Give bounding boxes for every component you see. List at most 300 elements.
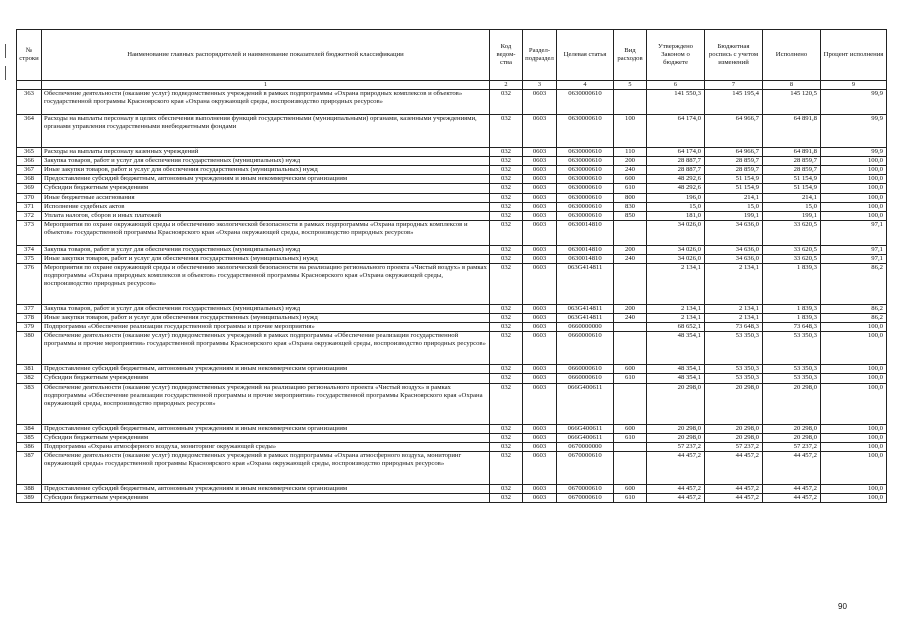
- approved-amount-cell: 44 457,2: [647, 451, 705, 484]
- approved-amount-cell: 64 174,0: [647, 115, 705, 148]
- percent-cell: 100,0: [821, 157, 887, 166]
- percent-cell: 99,9: [821, 148, 887, 157]
- row-name-cell: Субсидии бюджетным учреждениям: [42, 493, 490, 502]
- expense-type-cell: 610: [614, 184, 647, 193]
- table-row: [17, 245, 887, 254]
- row-name-cell: Предоставление субсидий бюджетным, автономным учреждениям и иным некоммерческим организациям: [42, 175, 490, 184]
- row-name-cell: Обеспечение деятельности (оказание услуг) подведомственных учреждений в рамках подпрограммы «Охрана природных комплексов и объектов» государственной программы Красноярского края «Охрана окружающей среды, воспроизводство природных ресурсов»: [42, 90, 490, 115]
- table-row: [17, 211, 887, 220]
- expense-type-cell: 600: [614, 424, 647, 433]
- executed-amount-cell: 20 298,0: [763, 433, 821, 442]
- percent-cell: 100,0: [821, 202, 887, 211]
- executed-amount-cell: 64 891,8: [763, 115, 821, 148]
- row-number-cell: 379: [17, 323, 42, 332]
- target-article-cell: 0670000610: [557, 451, 614, 484]
- row-name-cell: Мероприятия по охране окружающей среды и обеспечению экологической безопасности на реализацию регионального проекта «Чистый воздух» в рамках подпрограммы «Охрана природных комплексов и объектов» государственной программы Красноярского края «Охрана окружающей среды, воспроизводство природных ресурсов»: [42, 264, 490, 305]
- section-cell: 0603: [523, 115, 557, 148]
- approved-amount-cell: 48 292,6: [647, 175, 705, 184]
- budget-list-amount-cell: 15,0: [705, 202, 763, 211]
- percent-cell: 100,0: [821, 451, 887, 484]
- row-name-cell: Предоставление субсидий бюджетным, автономным учреждениям и иным некоммерческим организациям: [42, 484, 490, 493]
- executed-amount-cell: 44 457,2: [763, 493, 821, 502]
- table-row: [17, 484, 887, 493]
- header-executed: Исполнено: [763, 30, 821, 81]
- executed-amount-cell: 53 350,3: [763, 365, 821, 374]
- expense-type-cell: 240: [614, 254, 647, 263]
- section-cell: 0603: [523, 493, 557, 502]
- approved-amount-cell: 28 887,7: [647, 166, 705, 175]
- section-cell: 0603: [523, 254, 557, 263]
- section-cell: 0603: [523, 442, 557, 451]
- row-number-cell: 372: [17, 211, 42, 220]
- executed-amount-cell: 1 839,3: [763, 264, 821, 305]
- approved-amount-cell: 44 457,2: [647, 493, 705, 502]
- admin-code-cell: 032: [490, 184, 523, 193]
- approved-amount-cell: 44 457,2: [647, 484, 705, 493]
- table-row: [17, 323, 887, 332]
- section-cell: 0603: [523, 305, 557, 314]
- approved-amount-cell: 20 298,0: [647, 424, 705, 433]
- table-row: [17, 157, 887, 166]
- percent-cell: 86,2: [821, 305, 887, 314]
- approved-amount-cell: 20 298,0: [647, 383, 705, 424]
- budget-list-amount-cell: 2 134,1: [705, 314, 763, 323]
- row-number-cell: 382: [17, 374, 42, 383]
- section-cell: 0603: [523, 332, 557, 365]
- header-budget-list: Бюджетная роспись с учетом изменений: [705, 30, 763, 81]
- row-number-cell: 385: [17, 433, 42, 442]
- admin-code-cell: 032: [490, 220, 523, 245]
- target-article-cell: 0630000610: [557, 193, 614, 202]
- percent-cell: 97,1: [821, 220, 887, 245]
- expense-type-cell: 110: [614, 148, 647, 157]
- target-article-cell: 063G414811: [557, 314, 614, 323]
- expense-type-cell: [614, 332, 647, 365]
- header-row-number: № строки: [17, 30, 42, 81]
- target-article-cell: 0630000610: [557, 148, 614, 157]
- row-number-cell: 365: [17, 148, 42, 157]
- section-cell: 0603: [523, 148, 557, 157]
- executed-amount-cell: 1 839,3: [763, 314, 821, 323]
- target-article-cell: 0630000610: [557, 157, 614, 166]
- executed-amount-cell: 20 298,0: [763, 383, 821, 424]
- approved-amount-cell: 64 174,0: [647, 148, 705, 157]
- percent-cell: 100,0: [821, 424, 887, 433]
- target-article-cell: 063G414811: [557, 305, 614, 314]
- target-article-cell: 0660000610: [557, 374, 614, 383]
- percent-cell: 97,1: [821, 245, 887, 254]
- row-name-cell: Предоставление субсидий бюджетным, автономным учреждениям и иным некоммерческим организациям: [42, 365, 490, 374]
- target-article-cell: 0630014810: [557, 220, 614, 245]
- table-body: [17, 90, 887, 503]
- admin-code-cell: 032: [490, 305, 523, 314]
- executed-amount-cell: 53 350,3: [763, 332, 821, 365]
- budget-list-amount-cell: 20 298,0: [705, 424, 763, 433]
- row-number-cell: 377: [17, 305, 42, 314]
- admin-code-cell: 032: [490, 424, 523, 433]
- expense-type-cell: 200: [614, 305, 647, 314]
- budget-list-amount-cell: 44 457,2: [705, 451, 763, 484]
- row-name-cell: Иные закупки товаров, работ и услуг для обеспечения государственных (муниципальных) нужд: [42, 166, 490, 175]
- row-name-cell: Обеспечение деятельности (оказание услуг) подведомственных учреждений на реализацию регионального проекта «Чистый воздух» в рамках подпрограммы «Обеспечение реализации государственной программы и прочие мероприятия» государственной программы Красноярского края «Охрана окружающей среды, воспроизводство природных ресурсов»: [42, 383, 490, 424]
- table-row: [17, 90, 887, 115]
- executed-amount-cell: 15,0: [763, 202, 821, 211]
- section-cell: 0603: [523, 374, 557, 383]
- column-number: 3: [523, 81, 557, 90]
- row-name-cell: Иные закупки товаров, работ и услуг для обеспечения государственных (муниципальных) нужд: [42, 254, 490, 263]
- approved-amount-cell: 48 354,1: [647, 365, 705, 374]
- target-article-cell: 066G400611: [557, 424, 614, 433]
- approved-amount-cell: 57 237,2: [647, 442, 705, 451]
- target-article-cell: 0630000610: [557, 175, 614, 184]
- margin-mark: [5, 66, 6, 80]
- expense-type-cell: 800: [614, 193, 647, 202]
- budget-list-amount-cell: 199,1: [705, 211, 763, 220]
- executed-amount-cell: 214,1: [763, 193, 821, 202]
- executed-amount-cell: 20 298,0: [763, 424, 821, 433]
- target-article-cell: 0630000610: [557, 166, 614, 175]
- admin-code-cell: 032: [490, 451, 523, 484]
- expense-type-cell: 240: [614, 314, 647, 323]
- table-row: [17, 383, 887, 424]
- percent-cell: 100,0: [821, 365, 887, 374]
- section-cell: 0603: [523, 245, 557, 254]
- expense-type-cell: 200: [614, 157, 647, 166]
- budget-list-amount-cell: 20 298,0: [705, 383, 763, 424]
- section-cell: 0603: [523, 157, 557, 166]
- table-row: [17, 184, 887, 193]
- admin-code-cell: 032: [490, 157, 523, 166]
- row-name-cell: Исполнение судебных актов: [42, 202, 490, 211]
- executed-amount-cell: 53 350,3: [763, 374, 821, 383]
- row-number-cell: 384: [17, 424, 42, 433]
- column-number: 1: [42, 81, 490, 90]
- admin-code-cell: 032: [490, 175, 523, 184]
- target-article-cell: 0670000610: [557, 493, 614, 502]
- row-name-cell: Предоставление субсидий бюджетным, автономным учреждениям и иным некоммерческим организациям: [42, 424, 490, 433]
- executed-amount-cell: 33 620,5: [763, 220, 821, 245]
- column-number: [17, 81, 42, 90]
- row-number-cell: 388: [17, 484, 42, 493]
- section-cell: 0603: [523, 433, 557, 442]
- expense-type-cell: 610: [614, 374, 647, 383]
- executed-amount-cell: 51 154,9: [763, 175, 821, 184]
- expense-type-cell: 850: [614, 211, 647, 220]
- percent-cell: 100,0: [821, 383, 887, 424]
- section-cell: 0603: [523, 90, 557, 115]
- percent-cell: 100,0: [821, 332, 887, 365]
- budget-list-amount-cell: 28 859,7: [705, 166, 763, 175]
- expense-type-cell: 600: [614, 484, 647, 493]
- section-cell: 0603: [523, 484, 557, 493]
- section-cell: 0603: [523, 166, 557, 175]
- admin-code-cell: 032: [490, 202, 523, 211]
- percent-cell: 100,0: [821, 493, 887, 502]
- percent-cell: 99,9: [821, 115, 887, 148]
- section-cell: 0603: [523, 424, 557, 433]
- budget-list-amount-cell: 51 154,9: [705, 184, 763, 193]
- budget-list-amount-cell: 53 350,3: [705, 365, 763, 374]
- target-article-cell: 0670000000: [557, 442, 614, 451]
- expense-type-cell: [614, 220, 647, 245]
- budget-list-amount-cell: 73 648,3: [705, 323, 763, 332]
- admin-code-cell: 032: [490, 115, 523, 148]
- expense-type-cell: [614, 442, 647, 451]
- section-cell: 0603: [523, 383, 557, 424]
- section-cell: 0603: [523, 193, 557, 202]
- row-name-cell: Субсидии бюджетным учреждениям: [42, 184, 490, 193]
- row-number-cell: 386: [17, 442, 42, 451]
- expense-type-cell: [614, 451, 647, 484]
- target-article-cell: 0630014810: [557, 245, 614, 254]
- admin-code-cell: 032: [490, 365, 523, 374]
- budget-list-amount-cell: 2 134,1: [705, 305, 763, 314]
- column-number: 9: [821, 81, 887, 90]
- percent-cell: 100,0: [821, 484, 887, 493]
- target-article-cell: 0660000000: [557, 323, 614, 332]
- row-name-cell: Иные закупки товаров, работ и услуг для обеспечения государственных (муниципальных) нужд: [42, 314, 490, 323]
- row-number-cell: 367: [17, 166, 42, 175]
- approved-amount-cell: 181,0: [647, 211, 705, 220]
- header-name: Наименование главных распорядителей и наименование показателей бюджетной классификации: [42, 30, 490, 81]
- admin-code-cell: 032: [490, 374, 523, 383]
- executed-amount-cell: 44 457,2: [763, 451, 821, 484]
- section-cell: 0603: [523, 323, 557, 332]
- row-number-cell: 383: [17, 383, 42, 424]
- percent-cell: 100,0: [821, 374, 887, 383]
- column-number: 5: [614, 81, 647, 90]
- admin-code-cell: 032: [490, 323, 523, 332]
- approved-amount-cell: 2 134,1: [647, 264, 705, 305]
- section-cell: 0603: [523, 264, 557, 305]
- row-name-cell: Закупка товаров, работ и услуг для обеспечения государственных (муниципальных) нужд: [42, 245, 490, 254]
- budget-list-amount-cell: 214,1: [705, 193, 763, 202]
- header-target-article: Целевая статья: [557, 30, 614, 81]
- row-name-cell: Субсидии бюджетным учреждениям: [42, 433, 490, 442]
- column-number: 8: [763, 81, 821, 90]
- percent-cell: 86,2: [821, 314, 887, 323]
- row-number-cell: 368: [17, 175, 42, 184]
- admin-code-cell: 032: [490, 254, 523, 263]
- section-cell: 0603: [523, 175, 557, 184]
- percent-cell: 86,2: [821, 264, 887, 305]
- margin-mark: [5, 44, 6, 58]
- admin-code-cell: 032: [490, 166, 523, 175]
- budget-list-amount-cell: 145 195,4: [705, 90, 763, 115]
- target-article-cell: 0660000610: [557, 332, 614, 365]
- expense-type-cell: 610: [614, 433, 647, 442]
- table-row: [17, 175, 887, 184]
- row-name-cell: Иные бюджетные ассигнования: [42, 193, 490, 202]
- executed-amount-cell: 28 859,7: [763, 166, 821, 175]
- target-article-cell: 066G400611: [557, 433, 614, 442]
- budget-list-amount-cell: 2 134,1: [705, 264, 763, 305]
- row-number-cell: 380: [17, 332, 42, 365]
- target-article-cell: 066G400611: [557, 383, 614, 424]
- admin-code-cell: 032: [490, 264, 523, 305]
- table-row: [17, 115, 887, 148]
- budget-list-amount-cell: 53 350,3: [705, 374, 763, 383]
- admin-code-cell: 032: [490, 493, 523, 502]
- admin-code-cell: 032: [490, 332, 523, 365]
- admin-code-cell: 032: [490, 383, 523, 424]
- table-row: [17, 332, 887, 365]
- table-header-row: [17, 30, 887, 81]
- table-row: [17, 493, 887, 502]
- percent-cell: 100,0: [821, 442, 887, 451]
- table-row: [17, 374, 887, 383]
- header-percent: Процент исполнения: [821, 30, 887, 81]
- admin-code-cell: 032: [490, 193, 523, 202]
- approved-amount-cell: 15,0: [647, 202, 705, 211]
- approved-amount-cell: 28 887,7: [647, 157, 705, 166]
- row-number-cell: 370: [17, 193, 42, 202]
- row-name-cell: Мероприятия по охране окружающей среды и обеспечению экологической безопасности в рамках подпрограммы «Охрана природных комплексов и объектов» государственной программы Красноярского края «Охрана окружающей среды, воспроизводство природных ресурсов»: [42, 220, 490, 245]
- expense-type-cell: [614, 264, 647, 305]
- budget-list-amount-cell: 64 966,7: [705, 115, 763, 148]
- column-number: 6: [647, 81, 705, 90]
- approved-amount-cell: 48 354,1: [647, 374, 705, 383]
- row-name-cell: Закупка товаров, работ и услуг для обеспечения государственных (муниципальных) нужд: [42, 157, 490, 166]
- table-row: [17, 193, 887, 202]
- header-approved: Утверждено Законом о бюджете: [647, 30, 705, 81]
- executed-amount-cell: 145 120,5: [763, 90, 821, 115]
- admin-code-cell: 032: [490, 148, 523, 157]
- header-expense-type: Вид расходов: [614, 30, 647, 81]
- row-number-cell: 373: [17, 220, 42, 245]
- table-row: [17, 264, 887, 305]
- row-name-cell: Обеспечение деятельности (оказание услуг) подведомственных учреждений в рамках подпрограммы «Охрана атмосферного воздуха, мониторинг окружающей среды» государственной программы Красноярского края «Охрана окружающей среды, воспроизводство природных ресурсов»: [42, 451, 490, 484]
- target-article-cell: 0660000610: [557, 365, 614, 374]
- section-cell: 0603: [523, 211, 557, 220]
- approved-amount-cell: 34 026,0: [647, 245, 705, 254]
- table-row: [17, 148, 887, 157]
- row-number-cell: 387: [17, 451, 42, 484]
- executed-amount-cell: 51 154,9: [763, 184, 821, 193]
- admin-code-cell: 032: [490, 442, 523, 451]
- budget-list-amount-cell: 34 636,0: [705, 254, 763, 263]
- section-cell: 0603: [523, 451, 557, 484]
- expense-type-cell: 610: [614, 493, 647, 502]
- page-number: 90: [838, 602, 847, 611]
- budget-list-amount-cell: 51 154,9: [705, 175, 763, 184]
- column-number: 2: [490, 81, 523, 90]
- table-row: [17, 433, 887, 442]
- approved-amount-cell: 34 026,0: [647, 254, 705, 263]
- executed-amount-cell: 57 237,2: [763, 442, 821, 451]
- table-row: [17, 254, 887, 263]
- budget-table-sheet: [16, 29, 886, 503]
- row-number-cell: 376: [17, 264, 42, 305]
- target-article-cell: 0630000610: [557, 184, 614, 193]
- expense-type-cell: 600: [614, 365, 647, 374]
- percent-cell: 99,9: [821, 90, 887, 115]
- row-number-cell: 374: [17, 245, 42, 254]
- table-row: [17, 424, 887, 433]
- expense-type-cell: 200: [614, 245, 647, 254]
- admin-code-cell: 032: [490, 90, 523, 115]
- expense-type-cell: 600: [614, 175, 647, 184]
- percent-cell: 100,0: [821, 323, 887, 332]
- approved-amount-cell: 48 354,1: [647, 332, 705, 365]
- section-cell: 0603: [523, 314, 557, 323]
- approved-amount-cell: 34 026,0: [647, 220, 705, 245]
- table-row: [17, 451, 887, 484]
- executed-amount-cell: 33 620,5: [763, 245, 821, 254]
- target-article-cell: 0630014810: [557, 254, 614, 263]
- table-row: [17, 314, 887, 323]
- admin-code-cell: 032: [490, 245, 523, 254]
- executed-amount-cell: 199,1: [763, 211, 821, 220]
- percent-cell: 100,0: [821, 175, 887, 184]
- admin-code-cell: 032: [490, 314, 523, 323]
- budget-list-amount-cell: 34 636,0: [705, 220, 763, 245]
- row-name-cell: Расходы на выплаты персоналу в целях обеспечения выполнения функций государственными (муниципальными) органами, казенными учреждениями, органами управления государственными внебюджетными фондами: [42, 115, 490, 148]
- approved-amount-cell: 196,0: [647, 193, 705, 202]
- section-cell: 0603: [523, 184, 557, 193]
- row-number-cell: 366: [17, 157, 42, 166]
- row-number-cell: 363: [17, 90, 42, 115]
- row-name-cell: Подпрограмма «Обеспечение реализации государственной программы и прочие мероприятия»: [42, 323, 490, 332]
- row-name-cell: Уплата налогов, сборов и иных платежей: [42, 211, 490, 220]
- admin-code-cell: 032: [490, 484, 523, 493]
- row-number-cell: 371: [17, 202, 42, 211]
- approved-amount-cell: 2 134,1: [647, 305, 705, 314]
- budget-list-amount-cell: 44 457,2: [705, 484, 763, 493]
- column-number-row: [17, 81, 887, 90]
- table-row: [17, 305, 887, 314]
- expense-type-cell: [614, 383, 647, 424]
- row-name-cell: Обеспечение деятельности (оказание услуг) подведомственных учреждений в рамках подпрограммы «Обеспечение реализации государственной программы и прочие мероприятия» государственной программы Красноярского края «Охрана окружающей среды, воспроизводство природных ресурсов»: [42, 332, 490, 365]
- executed-amount-cell: 28 859,7: [763, 157, 821, 166]
- header-admin-code: Код ведом-ства: [490, 30, 523, 81]
- approved-amount-cell: 141 550,3: [647, 90, 705, 115]
- percent-cell: 100,0: [821, 193, 887, 202]
- expense-type-cell: [614, 90, 647, 115]
- executed-amount-cell: 44 457,2: [763, 484, 821, 493]
- table-row: [17, 220, 887, 245]
- table-row: [17, 442, 887, 451]
- executed-amount-cell: 73 648,3: [763, 323, 821, 332]
- target-article-cell: 0630000610: [557, 211, 614, 220]
- approved-amount-cell: 68 652,1: [647, 323, 705, 332]
- approved-amount-cell: 20 298,0: [647, 433, 705, 442]
- budget-list-amount-cell: 28 859,7: [705, 157, 763, 166]
- target-article-cell: 063G414811: [557, 264, 614, 305]
- column-number: 7: [705, 81, 763, 90]
- row-number-cell: 378: [17, 314, 42, 323]
- row-number-cell: 389: [17, 493, 42, 502]
- section-cell: 0603: [523, 220, 557, 245]
- section-cell: 0603: [523, 202, 557, 211]
- admin-code-cell: 032: [490, 211, 523, 220]
- row-number-cell: 381: [17, 365, 42, 374]
- budget-list-amount-cell: 64 966,7: [705, 148, 763, 157]
- table-row: [17, 166, 887, 175]
- row-name-cell: Закупка товаров, работ и услуг для обеспечения государственных (муниципальных) нужд: [42, 305, 490, 314]
- table-row: [17, 365, 887, 374]
- header-section: Раздел-подраздел: [523, 30, 557, 81]
- percent-cell: 100,0: [821, 211, 887, 220]
- expense-type-cell: 240: [614, 166, 647, 175]
- approved-amount-cell: 48 292,6: [647, 184, 705, 193]
- budget-execution-table: [16, 29, 887, 503]
- column-number: 4: [557, 81, 614, 90]
- row-number-cell: 364: [17, 115, 42, 148]
- target-article-cell: 0630000610: [557, 115, 614, 148]
- percent-cell: 100,0: [821, 433, 887, 442]
- table-row: [17, 202, 887, 211]
